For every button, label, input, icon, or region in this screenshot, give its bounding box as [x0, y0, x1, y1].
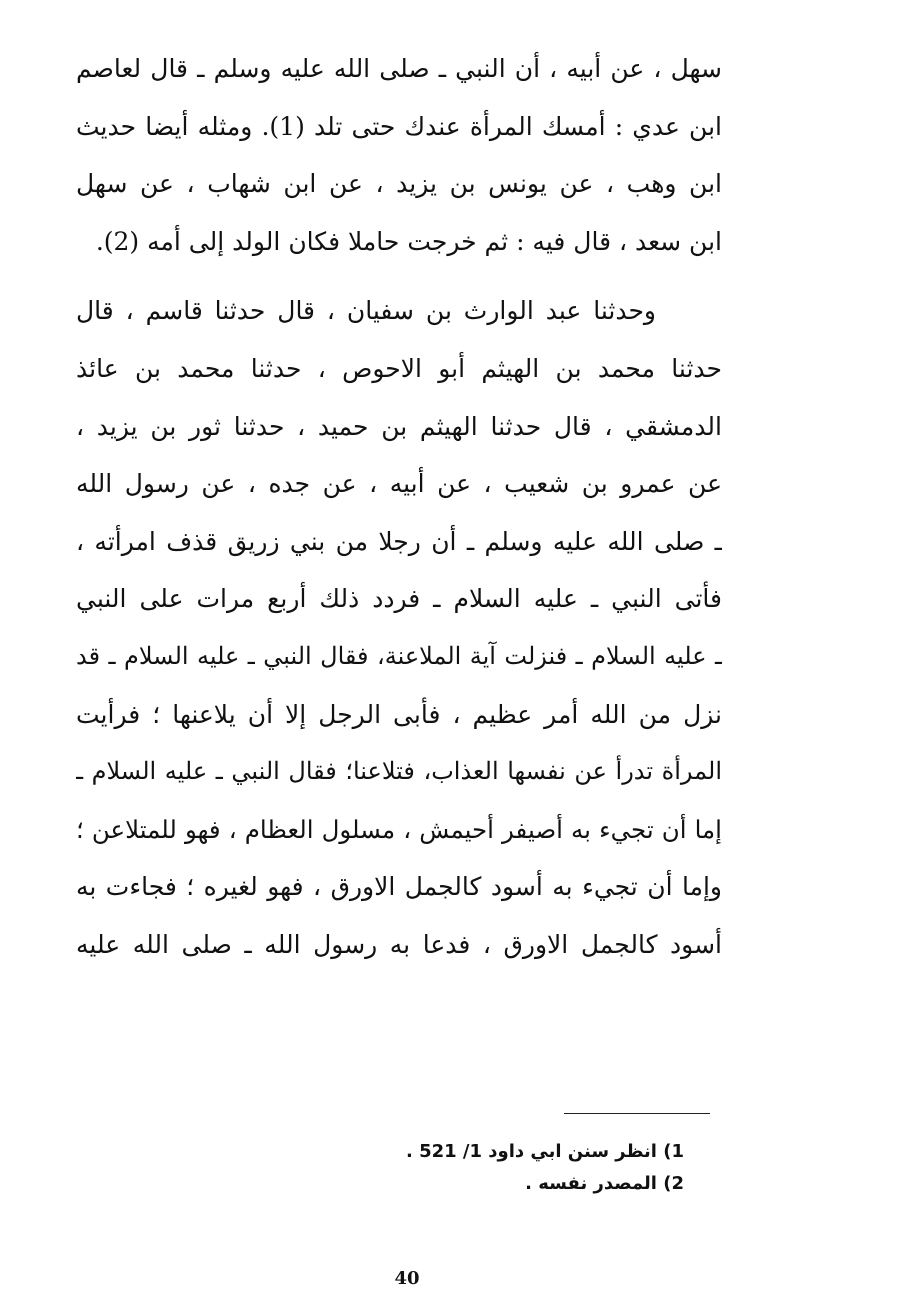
text-line: وإما أن تجيء به أسود كالجمل الاورق ، فهو لغيره ؛ فجاءت به [76, 872, 722, 902]
text-line: إما أن تجيء به أصيفر أحيمش ، مسلول العظام ، فهو للمتلاعن ؛ [76, 814, 722, 844]
main-text [76, 40, 722, 974]
text-line: فأتى النبي ـ عليه السلام ـ فردد ذلك أربع مرات على النبي [76, 584, 722, 614]
paragraph-gap [76, 270, 722, 282]
text-line: وحدثنا عبد الوارث بن سفيان ، قال حدثنا قاسم ، قال [76, 296, 656, 326]
page-number: 40 [394, 1268, 420, 1289]
footnote-1: 1) انظر سنن ابي داود 1/ 521 . [405, 1141, 684, 1162]
text-line: ابن سعد ، قال فيه : ثم خرجت حاملا فكان الولد إلى أمه (2). [95, 226, 722, 256]
text-line: حدثنا محمد بن الهيثم أبو الاحوص ، حدثنا محمد بن عائذ [76, 353, 722, 383]
paragraph-2 [76, 282, 722, 973]
text-line: نزل من الله أمر عظيم ، فأبى الرجل إلا أن يلاعنها ؛ فرأيت [76, 699, 722, 729]
text-line: المرأة تدرأ عن نفسها العذاب، فتلاعنا؛ فقال النبي ـ عليه السلام ـ [76, 757, 722, 786]
text-line: سهل ، عن أبيه ، أن النبي ـ صلى الله عليه وسلم ـ قال لعاصم [76, 54, 722, 83]
text-line: ابن وهب ، عن يونس بن يزيد ، عن ابن شهاب ، عن سهل [76, 169, 722, 199]
footnote-2: 2) المصدر نفسه . [525, 1173, 684, 1194]
text-line: ـ صلى الله عليه وسلم ـ أن رجلا من بني زريق قذف امرأته ، [76, 526, 722, 556]
text-line: ابن عدي : أمسك المرأة عندك حتى تلد (1). ومثله أيضا حديث [76, 111, 722, 141]
text-line: أسود كالجمل الاورق ، فدعا به رسول الله ـ صلى الله عليه [76, 929, 722, 959]
paragraph-1 [76, 40, 722, 270]
text-line: الدمشقي ، قال حدثنا الهيثم بن حميد ، حدثنا ثور بن يزيد ، [76, 411, 722, 441]
text-line: عن عمرو بن شعيب ، عن أبيه ، عن جده ، عن رسول الله [76, 469, 722, 499]
text-line: ـ عليه السلام ـ فنزلت آية الملاعنة، فقال النبي ـ عليه السلام ـ قد [76, 641, 722, 670]
footnote-divider [564, 1113, 710, 1114]
footnotes [300, 1136, 684, 1200]
